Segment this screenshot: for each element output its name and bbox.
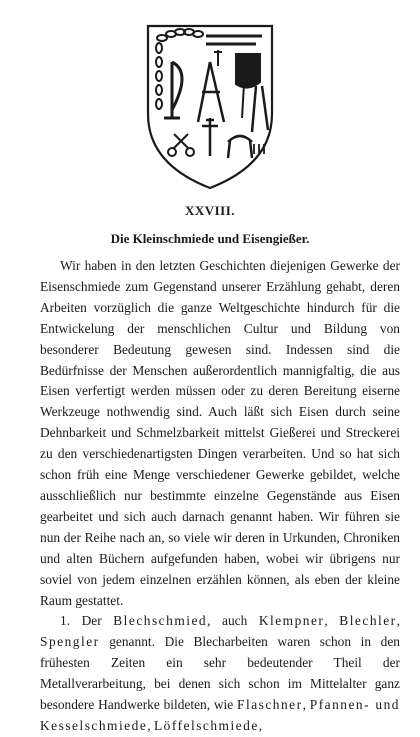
term-blechler: Blechler xyxy=(339,613,397,629)
key-icon xyxy=(214,50,222,66)
scissors-icon xyxy=(174,134,188,148)
coat-of-arms xyxy=(144,22,276,192)
key-cross-icon xyxy=(202,118,218,156)
term-kesselschmiede: Pfannen- und Kesselschmiede xyxy=(40,697,400,733)
crossbow-icon xyxy=(164,62,182,118)
body-text xyxy=(40,256,400,737)
dividers-icon xyxy=(198,62,224,122)
separator: , xyxy=(324,613,340,629)
paragraph-blechschmied xyxy=(40,611,400,736)
separator: , xyxy=(396,613,400,629)
tongs-icon xyxy=(252,86,268,132)
paragraph-tail: , xyxy=(258,717,263,733)
separator: , auch xyxy=(207,613,259,629)
separator: , xyxy=(147,717,154,733)
term-loeffelschmiede: Löffelschmiede xyxy=(153,717,259,733)
paragraph-text: genannt. Die Blecharbeiten waren schon in den frühesten Zeiten ein sehr bedeutender Theil der Metallverarbeitung, bei denen sich schon im Mittelalter ganz besondere Handwerke bildeten, wie xyxy=(40,634,400,713)
term-flaschner: Flaschner xyxy=(237,697,303,713)
trivet-icon xyxy=(228,136,252,158)
paragraph-intro: Wir haben in den letzten Geschichten diejenigen Gewerke der Eisenschmiede zum Gegenstand unserer Erzählung gehabt, deren Arbeiten vorzüglich die ganze Weltgeschichte hindurch für die Entwickelung der menschlichen Cultur und Bildung von besonderer Bedeutung gewesen sind. Indessen sind die Bedürfnisse der Menschen außerordentlich mannigfaltig, die aus Eisen verfertigt werden müssen oder zu deren Bereitung eiserne Werkzeuge nothwendig sind. Auch läßt sich Eisen durch seine Dehnbarkeit und Schmelzbarkeit mittelst Gießerei und Streckerei zu den verschiedenartigsten Dingen verarbeiten. Und so hat sich schon früh eine Menge verschiedener Gewerke gebildet, welche ausschließlich nur bestimmte einzelne Gegenstände aus Eisen gearbeitet und sich auch darnach genannt haben. Wir führen sie nun der Reihe nach an, so viele wir deren in Urkunden, Chroniken und alten Büchern aufgefunden haben, wobei wir übrigens nur soviel von jedem einzelnen erzählen können, als eben der kleine Raum gestattet. xyxy=(40,258,400,608)
file-icon xyxy=(206,36,262,44)
cleaver-icon xyxy=(236,54,260,118)
term-klempner: Klempner xyxy=(258,613,325,629)
term-blechschmied: Blechschmied xyxy=(113,613,208,629)
paragraph-lead: 1. Der xyxy=(60,613,114,629)
term-spengler: Spengler xyxy=(40,634,100,650)
chapter-title: Die Kleinschmiede und Eisengießer. xyxy=(110,231,310,246)
chapter-number: XXVIII. xyxy=(184,203,236,218)
separator: , xyxy=(302,697,310,713)
